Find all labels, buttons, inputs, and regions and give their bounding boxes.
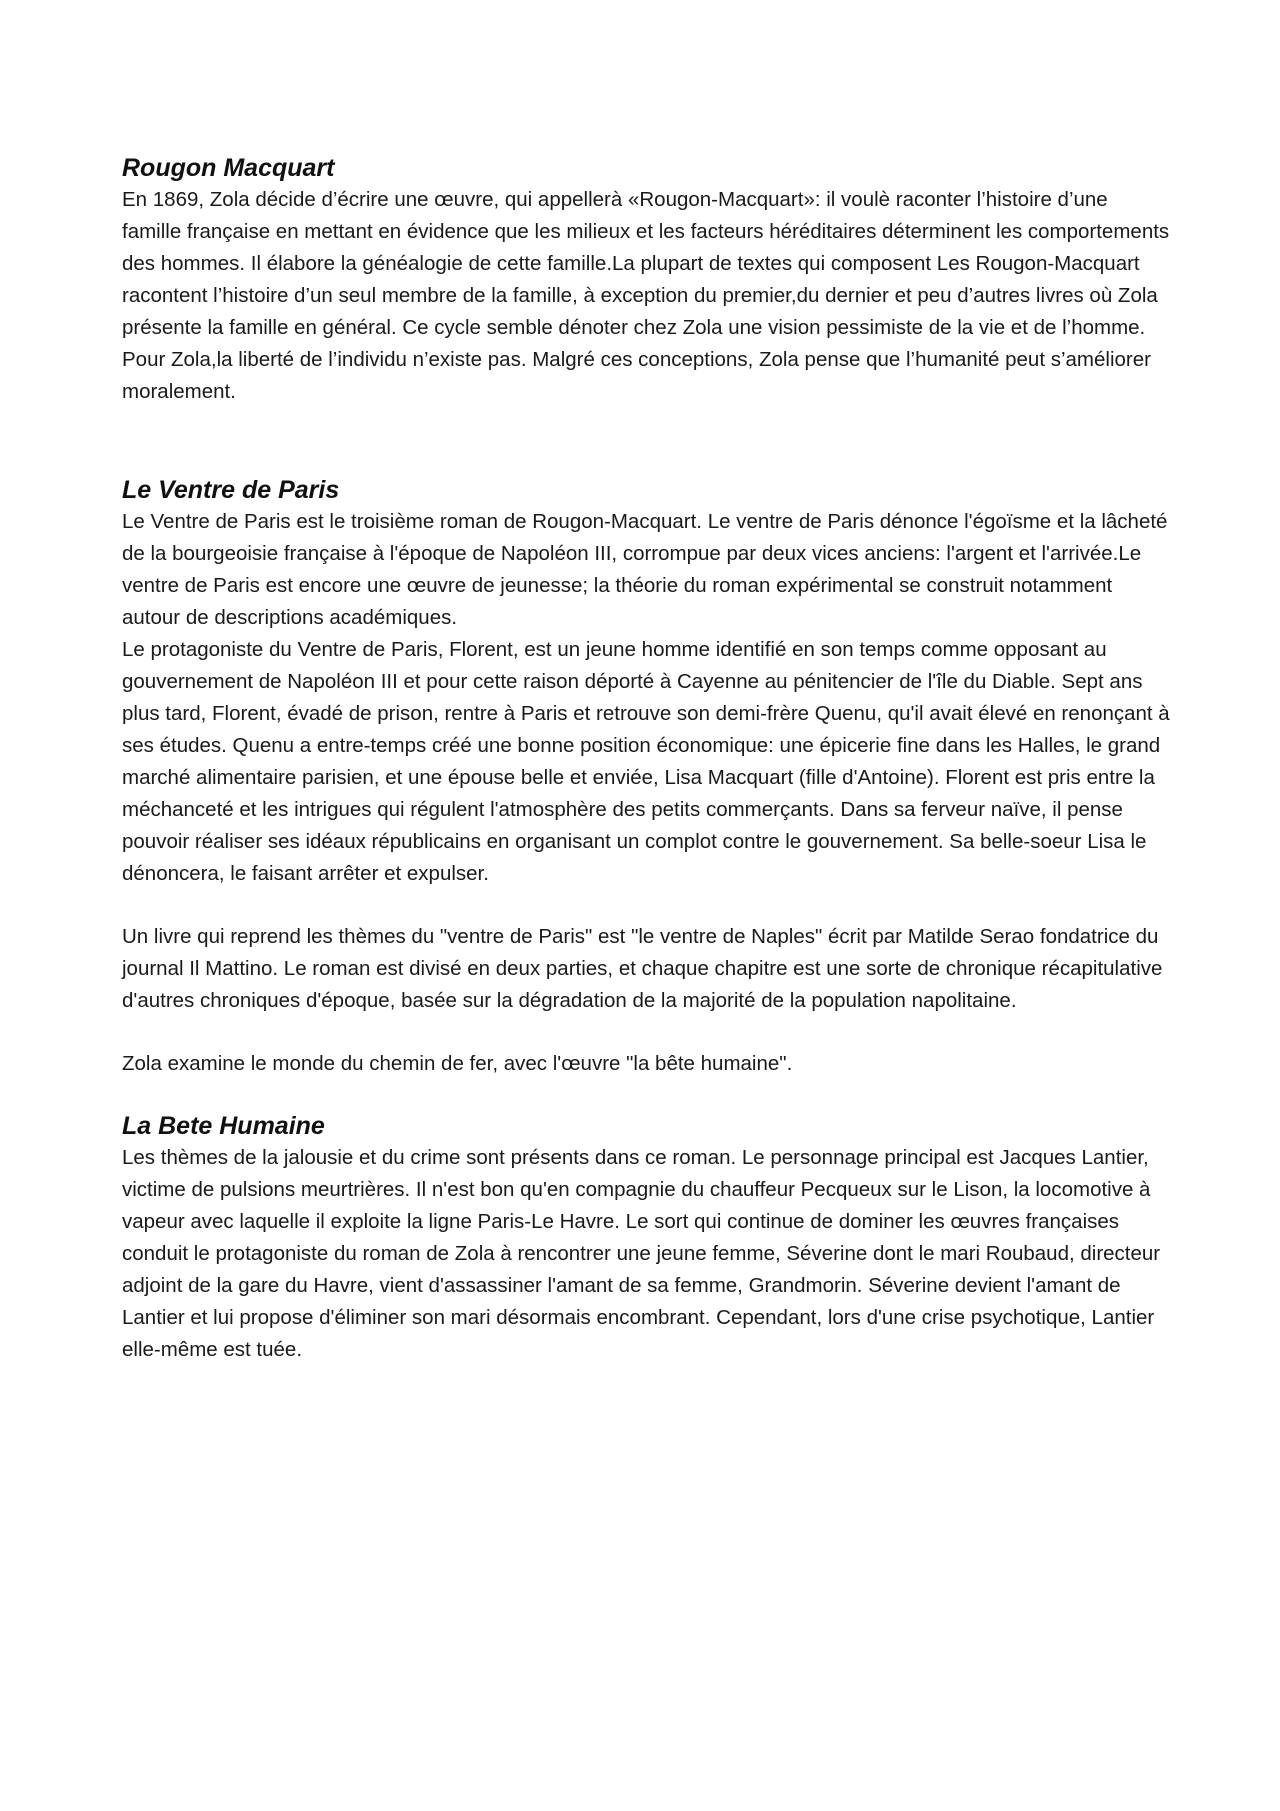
section-heading-rougon-macquart: Rougon Macquart	[122, 154, 335, 182]
section-heading-bete-humaine: La Bete Humaine	[122, 1112, 325, 1140]
paragraph-ventre-de-naples: Un livre qui reprend les thèmes du "ventre de Paris" est "le ventre de Naples" écrit par Matilde Serao fondatrice du journal Il Mattino. Le roman est divisé en deux parties, et chaque chapitre est une sorte de chronique récapitulative d'autres chroniques d'époque, basée sur la dégradation de la majorité de la population napolitaine.	[122, 925, 1163, 1012]
paragraph-chemin-de-fer: Zola examine le monde du chemin de fer, avec l'œuvre "la bête humaine".	[122, 1052, 793, 1075]
paragraph-bete-humaine: Les thèmes de la jalousie et du crime sont présents dans ce roman. Le personnage principal est Jacques Lantier, victime de pulsions meurtrières. Il n'est bon qu'en compagnie du chauffeur Pecqueux sur le Lison, la locomotive à vapeur avec laquelle il exploite la ligne Paris-Le Havre. Le sort qui continue de dominer les œuvres françaises conduit le protagoniste du roman de Zola à rencontrer une jeune femme, Séverine dont le mari Roubaud, directeur adjoint de la gare du Havre, vient d'assassiner l'amant de sa femme, Grandmorin. Séverine devient l'amant de Lantier et lui propose d'éliminer son mari désormais encombrant. Cependant, lors d'une crise psychotique, Lantier elle-même est tuée.	[122, 1146, 1161, 1361]
paragraph-ventre-intro: Le Ventre de Paris est le troisième roman de Rougon-Macquart. Le ventre de Paris dénonce l'égoïsme et la lâcheté de la bourgeoisie française à l'époque de Napoléon III, corrompue par deux vices anciens: l'argent et l'arrivée.Le ventre de Paris est encore une œuvre de jeunesse; la théorie du roman expérimental se construit notamment autour de descriptions académiques.	[122, 510, 1168, 629]
paragraph-spacer	[122, 1017, 1172, 1048]
paragraph-ventre-protagoniste: Le protagoniste du Ventre de Paris, Florent, est un jeune homme identifié en son temps comme opposant au gouvernement de Napoléon III et pour cette raison déporté à Cayenne au pénitencier de l'île du Diable. Sept ans plus tard, Florent, évadé de prison, rentre à Paris et retrouve son demi-frère Quenu, qu'il avait élevé en renonçant à ses études. Quenu a entre-temps créé une bonne position économique: une épicerie fine dans les Halles, le grand marché alimentaire parisien, et une épouse belle et enviée, Lisa Macquart (fille d'Antoine). Florent est pris entre la méchanceté et les intrigues qui régulent l'atmosphère des petits commerçants. Dans sa ferveur naïve, il pense pouvoir réaliser ses idéaux républicains en organisant un complot contre le gouvernement. Sa belle-soeur Lisa le dénoncera, le faisant arrêter et expulser.	[122, 638, 1170, 885]
paragraph-rougon-macquart-intro: En 1869, Zola décide d’écrire une œuvre, qui appellerà «Rougon-Macquart»: il voulè raconter l’histoire d’une famille française en mettant en évidence que les milieux et les facteurs héréditaires déterminent les comportements des hommes. Il élabore la généalogie de cette famille.La plupart de textes qui composent Les Rougon-Macquart racontent l’histoire d’un seul membre de la famille, à exception du premier,du dernier et peu d’autres livres où Zola présente la famille en général. Ce cycle semble dénoter chez Zola une vision pessimiste de la vie et de l’homme. Pour Zola,la liberté de l’individu n’existe pas. Malgré ces conceptions, Zola pense que l’humanité peut s’améliorer moralement.	[122, 188, 1170, 403]
document-page	[122, 152, 1172, 1366]
section-heading-ventre-de-paris: Le Ventre de Paris	[122, 476, 340, 504]
section-spacer	[122, 408, 1172, 474]
section-spacer	[122, 1080, 1172, 1110]
paragraph-spacer	[122, 890, 1172, 921]
